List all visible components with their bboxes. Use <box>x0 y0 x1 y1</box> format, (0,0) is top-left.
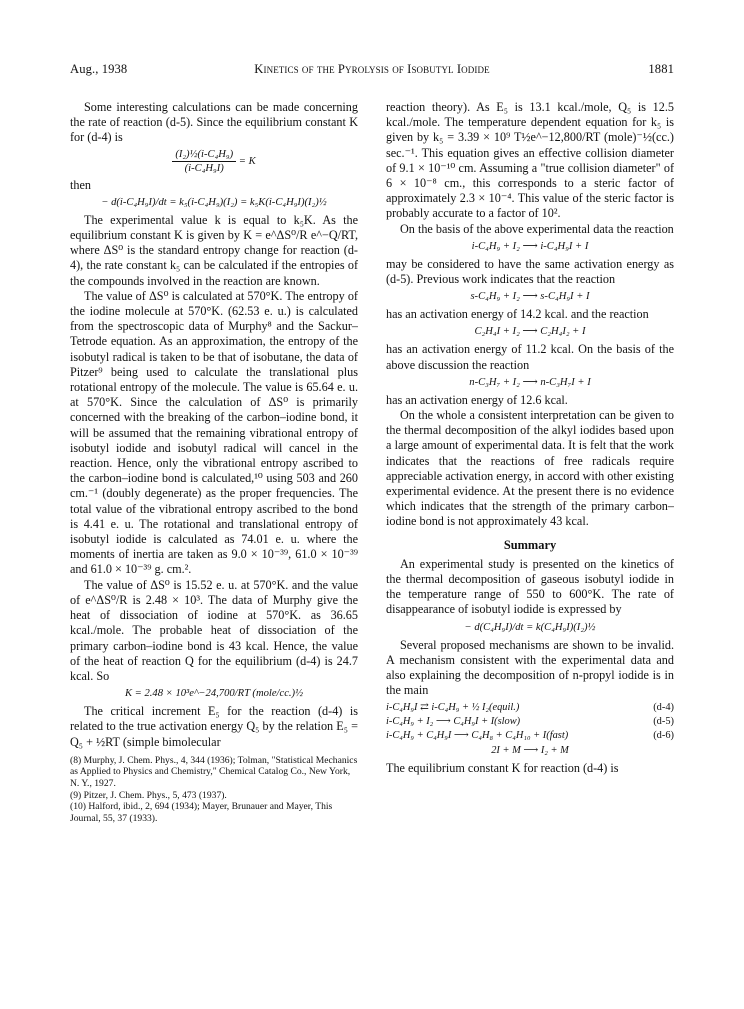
running-header <box>70 62 674 80</box>
paragraph: The experimental value k is equal to k₅K. As the equilibrium constant K is given by K = e^ΔS⁰/R e^−Q/RT, where ΔS⁰ is the standard entropy change for reaction (d-4), the rate constant k₅ can be calculated if the entropies of the compounds involved in the reaction are known. <box>70 212 358 288</box>
equation-reaction: C₂H₄I + I₂ ⟶ C₂H₄I₂ + I <box>474 326 586 338</box>
footnote-9: (9) Pitzer, J. Chem. Phys., 5, 473 (1937). <box>70 789 227 801</box>
paragraph: has an activation energy of 11.2 kcal. On the basis of the above discussion the reaction <box>386 342 674 372</box>
paragraph: The equilibrium constant K for reaction (d-4) is <box>386 761 619 776</box>
paragraph: The value of ΔS⁰ is calculated at 570°K. The entropy of the iodine molecule at 570°K. (62.53 e. u.) is calculated from the spectroscopic data of Murphy⁸ and the Sackur–Tetrode equation. As an approximation, the entropy of the isobutyl radical is taken to be that of isobutane, the data of Pitzer⁹ being used to calculate the translational plus rotational entropy of the molecule. The value is 65.64 e. u. at 570°K. Since the calculation of ΔS⁰ is primarily concerned with the breaking of the carbon–iodine bond, it will be assumed that the remaining vibrational entropy of isobutyl iodide and isobutyl radical will cancel in the reaction. Hence, only the vibrational entropy ascribed to the carbon–iodine bond is calculated,¹⁰ using 503 and 260 cm.⁻¹ (doubly degenerate) as the proper frequencies. The total value of the vibrational entropy ascribed to the bond is 4.41 e. u. The rotational and translational entropy of isobutyl iodide is calculated as 74.01 e. u. where the moments of inertia are taken as 9.0 × 10⁻³⁹, 61.0 × 10⁻³⁹ and 61.0 × 10⁻³⁹ g. cm.². <box>70 288 358 577</box>
left-column <box>70 100 358 980</box>
header-title: Kinetics of the Pyrolysis of Isobutyl Iodide <box>254 62 490 76</box>
equation-rhs: = K <box>238 155 256 167</box>
footnote-8: (8) Murphy, J. Chem. Phys., 4, 344 (1936); Tolman, "Statistical Mechanics as Applied to Physics and Chemistry," Chemical Catalog Co., New York, N. Y., 1927. <box>70 754 358 789</box>
mechanism-step <box>386 715 674 729</box>
footnotes <box>70 755 358 825</box>
paragraph: An experimental study is presented on the kinetics of the thermal decomposition of gaseous isobutyl iodide in the temperature range of 550 to 600°K. The rate of disappearance of isobutyl iodide is expressed by <box>386 556 674 617</box>
mechanism-equation: 2I + M ⟶ I₂ + M <box>491 744 569 756</box>
fraction-numerator: (I₂)½(i-C₄H₉) <box>172 148 236 162</box>
equation-rate-law: − d(C₄H₉I)/dt = k(C₄H₉I)(I₂)½ <box>464 621 596 633</box>
equation-reaction: s-C₄H₉ + I₂ ⟶ s-C₄H₉I + I <box>470 291 590 303</box>
mechanism-tag: (d-4) <box>653 701 674 713</box>
fraction-denominator: (i-C₄H₉I) <box>184 162 224 174</box>
equation-reaction: n-C₃H₇ + I₂ ⟶ n-C₃H₇I + I <box>469 376 591 388</box>
paragraph: has an activation energy of 12.6 kcal. <box>386 392 568 407</box>
equation-k-definition <box>70 148 358 175</box>
paragraph: On the whole a consistent interpretation can be given to the thermal decomposition of the alkyl iodides based upon a large amount of experimental data. It is felt that the work indicates that the reactions of free radicals require appreciable activation energy, in accord with other existing experimental evidence. At the present there is no evidence which indicates that the strength of the primary carbon–iodine bond is not approximately 43 kcal. <box>386 408 674 529</box>
paragraph: On the basis of the above experimental data the reaction <box>400 221 674 236</box>
paragraph: reaction theory). As E₅ is 13.1 kcal./mole, Q₅ is 12.5 kcal./mole. The temperature dependent equation for k₅ is given by k₅ = 3.39 × 10⁹ T½e^−12,800/RT (mole)⁻½(cc.) sec.⁻¹. This equation gives an effective collision diameter of 9.1 × 10⁻¹⁰ cm. Assuming a "true collision diameter" of 6 × 10⁻⁸ cm., this corresponds to a steric factor of approximately 2.3 × 10⁻⁴. This value of the steric factor is probably accurate to a factor of 10². <box>386 100 674 221</box>
mechanism-tag: (d-6) <box>653 730 674 742</box>
right-column <box>386 100 674 980</box>
paragraph: Some interesting calculations can be made concerning the rate of reaction (d-5). Since the equilibrium constant K for (d-4) is <box>70 100 358 145</box>
paragraph: The critical increment E₅ for the reaction (d-4) is related to the true activation energy Q₅ by the relation E₅ = Q₅ + ½RT (simple bimolecular <box>70 704 358 749</box>
equation-k-value: K = 2.48 × 10³e^−24,700/RT (mole/cc.)½ <box>124 688 304 700</box>
paragraph: may be considered to have the same activation energy as (d-5). Previous work indicates that the reaction <box>386 256 674 287</box>
summary-heading: Summary <box>503 537 557 552</box>
paragraph: then <box>70 177 91 192</box>
mechanism-step <box>386 744 674 758</box>
mechanism-list <box>386 701 674 759</box>
header-date: Aug., 1938 <box>70 62 128 76</box>
paragraph: The value of ΔS⁰ is 15.52 e. u. at 570°K. and the value of e^ΔS⁰/R is 2.48 × 10³. The data of Murphy give the heat of dissociation of iodine at 570°K. as 36.65 kcal./mole. The probable heat of dissociation of the primary carbon–iodine bond is 43 kcal. Hence, the value of the heat of reaction Q for the equilibrium (d-4) is 24.7 kcal. So <box>70 577 358 683</box>
mechanism-equation: i-C₄H₉ + I₂ ⟶ C₄H₉I + I(slow) <box>386 715 521 727</box>
mechanism-step <box>386 729 674 743</box>
page-number: 1881 <box>648 62 674 76</box>
paragraph: has an activation energy of 14.2 kcal. and the reaction <box>386 307 649 322</box>
footnote-10: (10) Halford, ibid., 2, 694 (1934); Mayer, Brunauer and Mayer, This Journal, 55, 37 (1933). <box>70 801 333 824</box>
mechanism-equation: i-C₄H₉I ⇄ i-C₄H₉ + ½ I₂(equil.) <box>386 701 520 713</box>
paragraph: Several proposed mechanisms are shown to be invalid. A mechanism consistent with the experimental data and also explaining the decomposition of n-propyl iodide is in the main <box>386 637 674 698</box>
equation-reaction: i-C₄H₉ + I₂ ⟶ i-C₄H₉I + I <box>471 240 589 252</box>
mechanism-step <box>386 701 674 715</box>
mechanism-tag: (d-5) <box>653 715 674 727</box>
equation-rate: − d(i-C₄H₉I)/dt = k₅(i-C₄H₉)(I₂) = k₅K(i-C₄H₉I)(I₂)½ <box>101 196 327 208</box>
mechanism-equation: i-C₄H₉ + C₄H₉I ⟶ C₄H₈ + C₄H₁₀ + I(fast) <box>386 730 569 742</box>
